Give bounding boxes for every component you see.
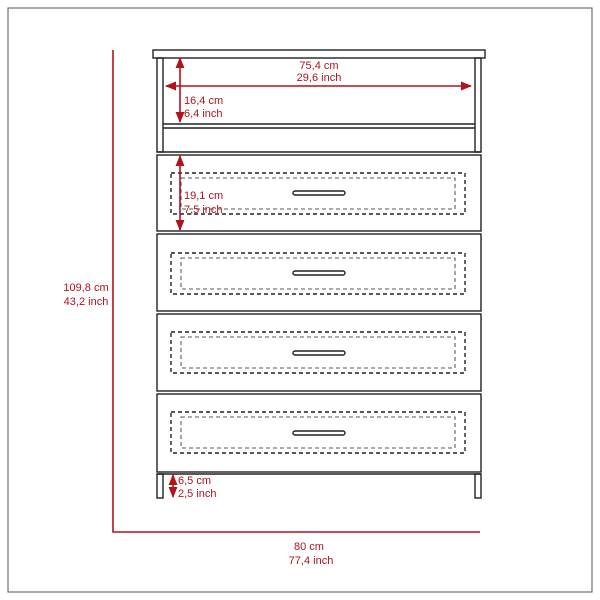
drawer-handle bbox=[293, 351, 345, 355]
drawer-4 bbox=[157, 394, 481, 472]
drawer-height-cm: 19,1 cm bbox=[184, 190, 224, 202]
drawer-handle bbox=[293, 191, 345, 195]
top-board bbox=[153, 50, 485, 58]
drawer-panel bbox=[171, 332, 465, 373]
left-post bbox=[157, 58, 163, 152]
left-leg bbox=[157, 474, 163, 498]
drawer-handle bbox=[293, 431, 345, 435]
drawer-panel bbox=[171, 412, 465, 453]
base-height-inch: 2,5 inch bbox=[178, 488, 217, 500]
right-post bbox=[475, 58, 481, 152]
drawer-handle bbox=[293, 271, 345, 275]
right-leg bbox=[475, 474, 481, 498]
drawer-2 bbox=[157, 234, 481, 311]
total-height-width-line bbox=[113, 50, 480, 532]
total-width-inch: 77,4 inch bbox=[288, 555, 334, 567]
shelf-height-cm: 16,4 cm bbox=[184, 95, 224, 107]
dimension-lines bbox=[113, 50, 480, 532]
total-height-inch: 43,2 inch bbox=[63, 296, 109, 308]
drawer-panel bbox=[171, 253, 465, 294]
shelf-width-cm: 75,4 cm bbox=[299, 60, 339, 72]
drawer-3 bbox=[157, 314, 481, 391]
shelf-width-inch: 29,6 inch bbox=[296, 72, 342, 84]
shelf-height-inch: 6,4 inch bbox=[184, 108, 223, 120]
drawer-height-inch: 7,5 inch bbox=[184, 204, 223, 216]
base-height-cm: 6,5 cm bbox=[178, 475, 212, 487]
total-height-cm: 109,8 cm bbox=[63, 282, 109, 294]
total-width-cm: 80 cm bbox=[294, 541, 324, 553]
